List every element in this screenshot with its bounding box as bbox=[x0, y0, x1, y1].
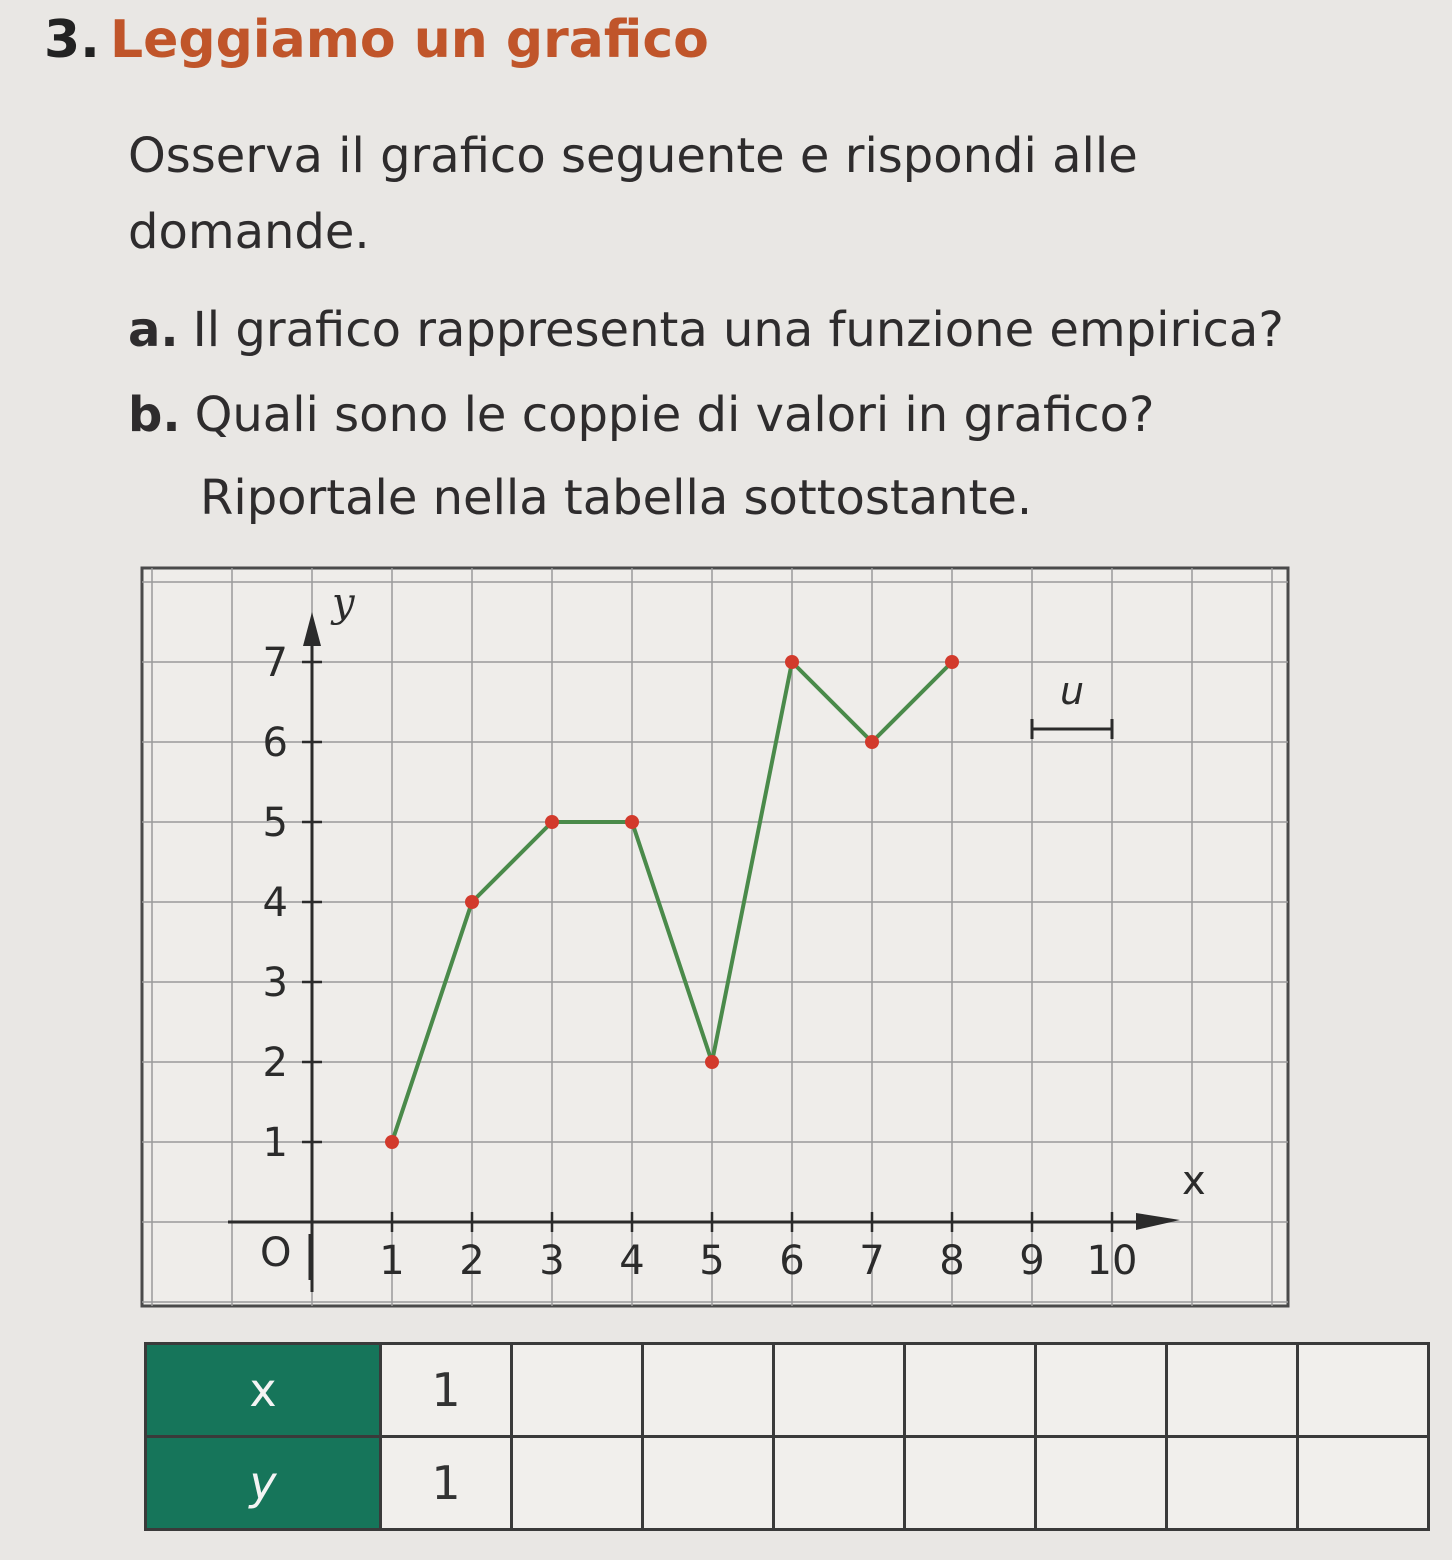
x-tick-label: 2 bbox=[459, 1238, 485, 1284]
x-tick-label: 9 bbox=[1019, 1238, 1045, 1284]
table-cell[interactable] bbox=[1167, 1437, 1298, 1530]
table-cell[interactable] bbox=[1167, 1344, 1298, 1437]
x-tick-label: 7 bbox=[859, 1238, 885, 1284]
question-b-text: Quali sono le coppie di valori in grafico? bbox=[194, 387, 1155, 443]
values-table bbox=[144, 1342, 1430, 1531]
y-tick-label: 5 bbox=[262, 800, 288, 846]
x-tick-label: 10 bbox=[1086, 1238, 1138, 1284]
question-b-letter: b. bbox=[128, 387, 181, 443]
table-cell[interactable] bbox=[774, 1437, 905, 1530]
y-axis-label: y bbox=[332, 580, 355, 626]
y-tick-label: 4 bbox=[262, 880, 288, 926]
table-cell[interactable] bbox=[1036, 1344, 1167, 1437]
table-cell[interactable] bbox=[512, 1437, 643, 1530]
x-tick-label: 4 bbox=[619, 1238, 645, 1284]
unit-label: u bbox=[1060, 669, 1085, 713]
table-cell[interactable] bbox=[905, 1437, 1036, 1530]
y-tick-label: 3 bbox=[262, 960, 288, 1006]
data-point bbox=[785, 655, 799, 669]
table-cell[interactable] bbox=[512, 1344, 643, 1437]
y-tick-label: 7 bbox=[262, 640, 288, 686]
y-tick-label: 2 bbox=[262, 1040, 288, 1086]
question-a-letter: a. bbox=[128, 302, 179, 358]
data-point bbox=[625, 815, 639, 829]
x-tick-label: 3 bbox=[539, 1238, 565, 1284]
data-point bbox=[945, 655, 959, 669]
x-axis-label: x bbox=[1182, 1158, 1206, 1204]
question-b bbox=[128, 385, 1155, 445]
question-b-continuation: Riportale nella tabella sottostante. bbox=[200, 470, 1033, 526]
data-point bbox=[865, 735, 879, 749]
table-cell[interactable] bbox=[774, 1344, 905, 1437]
table-row bbox=[146, 1344, 1429, 1437]
question-a-text: Il grafico rappresenta una funzione empirica? bbox=[192, 302, 1284, 358]
x-tick-label: 5 bbox=[699, 1238, 725, 1284]
exercise-title-text: Leggiamo un grafico bbox=[109, 10, 709, 70]
table-cell[interactable]: 1 bbox=[381, 1344, 512, 1437]
table-cell[interactable] bbox=[1298, 1437, 1429, 1530]
x-tick-label: 6 bbox=[779, 1238, 805, 1284]
table-row bbox=[146, 1437, 1429, 1530]
chart-grid bbox=[142, 568, 1288, 1306]
table-cell[interactable] bbox=[643, 1437, 774, 1530]
table-cell[interactable] bbox=[643, 1344, 774, 1437]
table-cell[interactable] bbox=[905, 1344, 1036, 1437]
x-tick-label: 8 bbox=[939, 1238, 965, 1284]
origin-label: O bbox=[260, 1230, 292, 1276]
exercise-title bbox=[44, 10, 709, 70]
question-a bbox=[128, 300, 1284, 360]
y-tick-label: 6 bbox=[262, 720, 288, 766]
chart-panel bbox=[142, 568, 1288, 1306]
data-point bbox=[465, 895, 479, 909]
table-row-header: y bbox=[146, 1437, 381, 1530]
table-cell[interactable] bbox=[1298, 1344, 1429, 1437]
exercise-number: 3. bbox=[44, 10, 100, 70]
instructions: Osserva il grafico seguente e rispondi alle domande. bbox=[128, 128, 1138, 260]
table-cell[interactable]: 1 bbox=[381, 1437, 512, 1530]
x-tick-label: 1 bbox=[379, 1238, 405, 1284]
data-point bbox=[705, 1055, 719, 1069]
data-point bbox=[545, 815, 559, 829]
y-tick-label: 1 bbox=[262, 1120, 288, 1166]
table-cell[interactable] bbox=[1036, 1437, 1167, 1530]
table-row-header: x bbox=[146, 1344, 381, 1437]
data-point bbox=[385, 1135, 399, 1149]
line-chart bbox=[140, 566, 1290, 1308]
